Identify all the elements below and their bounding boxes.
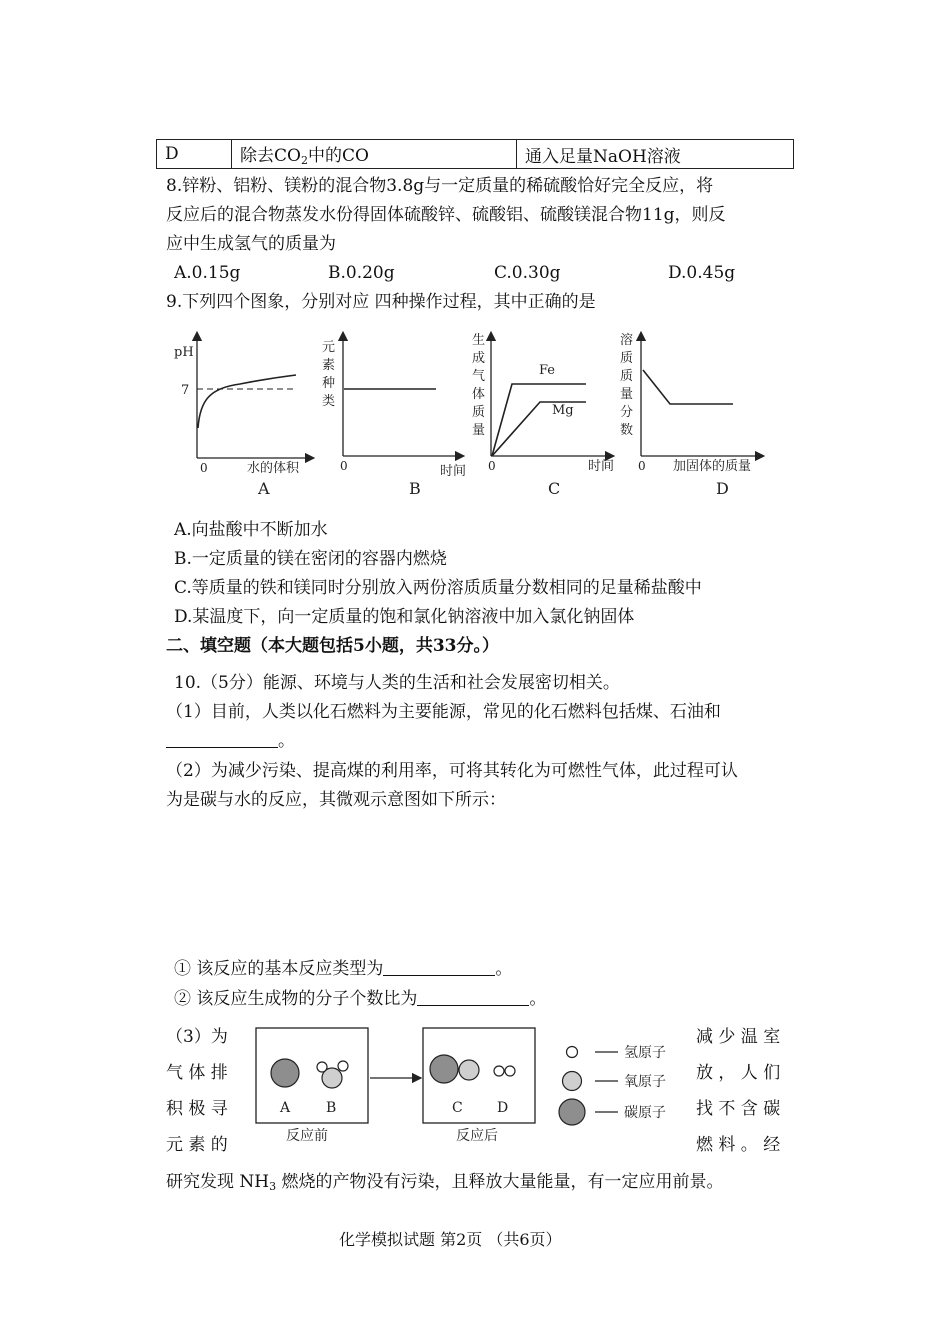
q10-part3-right-2: 放 ， 人 们 — [696, 1063, 781, 1083]
q10-part1-end: 。 — [278, 731, 295, 751]
graph-d-ylabel-3: 质 — [620, 369, 634, 384]
graph-d-ylabel-5: 分 — [620, 405, 634, 420]
graph-c-ylabel-3: 气 — [472, 369, 486, 384]
graph-b-ylabel-4: 类 — [322, 394, 336, 409]
q10-part3-last-pre: 研究发现 — [166, 1172, 234, 1192]
graph-c-origin: 0 — [488, 459, 496, 473]
graph-c-ylabel-4: 体 — [472, 387, 486, 402]
q9-option-c: C.等质量的铁和镁同时分别放入两份溶质质量分数相同的足量稀盐酸中 — [174, 578, 702, 598]
graph-a-origin: 0 — [200, 461, 208, 475]
q8-line-2: 反应后的混合物蒸发水份得固体硫酸锌、硫酸铝、硫酸镁混合物11g，则反 — [166, 205, 726, 225]
graph-a-label: A — [258, 479, 270, 498]
graph-b-ylabel-3: 种 — [322, 376, 336, 391]
molecule-label-a: A — [280, 1100, 291, 1116]
carbon-legend-icon — [559, 1099, 585, 1125]
hydrogen-atom-d2 — [505, 1066, 515, 1076]
section-heading: 二、填空题（本大题包括5小题，共33分。） — [166, 636, 499, 656]
q10-part3-right-4: 燃 料 。 经 — [696, 1135, 781, 1155]
q8-option-d: D.0.45g — [668, 263, 736, 283]
oxygen-legend-icon — [563, 1072, 582, 1091]
q9-option-a: A.向盐酸中不断加水 — [174, 520, 328, 540]
hydrogen-atom-b1 — [317, 1062, 327, 1072]
page-footer: 化学模拟试题 第2页 （共6页） — [339, 1230, 562, 1249]
graph-b-ylabel-2: 素 — [322, 358, 336, 373]
graph-d-ylabel-4: 量 — [620, 387, 634, 402]
hydrogen-atom-b2 — [338, 1061, 348, 1071]
before-label: 反应前 — [286, 1128, 328, 1144]
nh3-subscript: 3 — [269, 1180, 277, 1193]
q10-part3-last-post: 燃烧的产物没有污染，且释放大量能量，有一定应用前景。 — [281, 1172, 724, 1192]
graph-b-origin: 0 — [340, 459, 348, 473]
graph-d-ylabel-2: 质 — [620, 351, 634, 366]
legend-hydrogen: 氢原子 — [624, 1045, 666, 1061]
q10-part3-left-2: 气 体 排 — [166, 1063, 228, 1083]
q10-sub2-end: 。 — [529, 989, 547, 1009]
task-text: 除去CO — [240, 146, 301, 166]
molecule-label-b: B — [326, 1100, 337, 1116]
carbon-atom-c — [430, 1055, 458, 1083]
graph-c-xlabel: 时间 — [588, 459, 615, 474]
q10-part2-line2: 为是碳与水的反应，其微观示意图如下所示： — [166, 790, 506, 810]
graph-c-label: C — [548, 479, 561, 498]
q9-option-d: D.某温度下，向一定质量的饱和氯化钠溶液中加入氯化钠固体 — [174, 607, 635, 627]
row-method: 通入足量NaOH溶液 — [517, 140, 794, 169]
graph-b-label: B — [409, 479, 421, 498]
q9-option-b: B.一定质量的镁在密闭的容器内燃烧 — [174, 549, 447, 569]
graph-c-ylabel-5: 质 — [472, 405, 486, 420]
q10-part3-right-1: 减 少 温 室 — [696, 1027, 781, 1047]
hydrogen-legend-icon — [567, 1047, 578, 1058]
molecule-label-c: C — [452, 1100, 463, 1116]
graph-c-fe-label: Fe — [539, 363, 556, 378]
graph-d-ylabel-6: 数 — [620, 423, 634, 438]
nh3-formula: NH — [239, 1172, 270, 1192]
hydrogen-atom-d1 — [494, 1066, 504, 1076]
graph-b-ylabel-1: 元 — [322, 340, 336, 355]
row-letter: D — [157, 140, 232, 169]
q10-part2-line1: （2）为减少污染、提高煤的利用率，可将其转化为可燃性气体，此过程可认 — [166, 761, 738, 781]
q10-part1: （1）目前，人类以化石燃料为主要能源，常见的化石燃料包括煤、石油和 — [166, 702, 721, 722]
oxygen-atom-c — [459, 1060, 479, 1080]
q8-line-1: 8.锌粉、铝粉、镁粉的混合物3.8g与一定质量的稀硫酸恰好完全反应，将 — [166, 176, 714, 196]
graph-c-mg-label: Mg — [552, 403, 574, 418]
graph-a-xlabel: 水的体积 — [247, 461, 300, 476]
q10-sub1-end: 。 — [495, 959, 513, 979]
q8-option-a: A.0.15g — [174, 263, 241, 283]
q10-part3-last — [166, 1170, 724, 1199]
q10-sub2-text: ② 该反应生成物的分子个数比为 — [174, 989, 418, 1009]
graph-c-ylabel-6: 量 — [472, 423, 486, 438]
legend-carbon: 碳原子 — [624, 1105, 666, 1121]
q10-part3-left-3: 积 极 寻 — [166, 1099, 228, 1119]
graph-a-tick: 7 — [181, 383, 190, 398]
q10-part3-right-3: 找 不 含 碳 — [696, 1099, 781, 1119]
task-subscript: 2 — [300, 154, 308, 167]
task-text-end: 中的CO — [307, 146, 369, 166]
molecule-label-d: D — [497, 1100, 509, 1116]
q9-stem: 9.下列四个图象，分别对应 四种操作过程，其中正确的是 — [166, 292, 596, 312]
carbon-atom-a — [271, 1059, 299, 1087]
graph-c-ylabel-1: 生 — [472, 333, 486, 348]
graph-a-ylabel: pH — [174, 345, 194, 360]
graph-b-xlabel: 时间 — [440, 464, 467, 479]
q10-part3-left-1: （3）为 — [166, 1027, 228, 1047]
graph-d-label: D — [716, 479, 729, 498]
q8-option-b: B.0.20g — [328, 263, 395, 283]
graph-d-xlabel: 加固体的质量 — [673, 459, 752, 474]
graph-d-origin: 0 — [638, 459, 646, 473]
q10-title: 10.（5分）能源、环境与人类的生活和社会发展密切相关。 — [174, 673, 620, 693]
q10-part3-left-4: 元 素 的 — [166, 1135, 228, 1155]
q10-sub1-text: ① 该反应的基本反应类型为 — [174, 959, 384, 979]
q8-option-c: C.0.30g — [494, 263, 561, 283]
after-label: 反应后 — [456, 1128, 498, 1144]
legend-oxygen: 氧原子 — [624, 1074, 666, 1090]
q8-line-3: 应中生成氢气的质量为 — [166, 234, 336, 254]
graph-c-ylabel-2: 成 — [472, 351, 486, 366]
atom-legend — [559, 1045, 666, 1125]
graph-d-ylabel-1: 溶 — [620, 333, 634, 348]
